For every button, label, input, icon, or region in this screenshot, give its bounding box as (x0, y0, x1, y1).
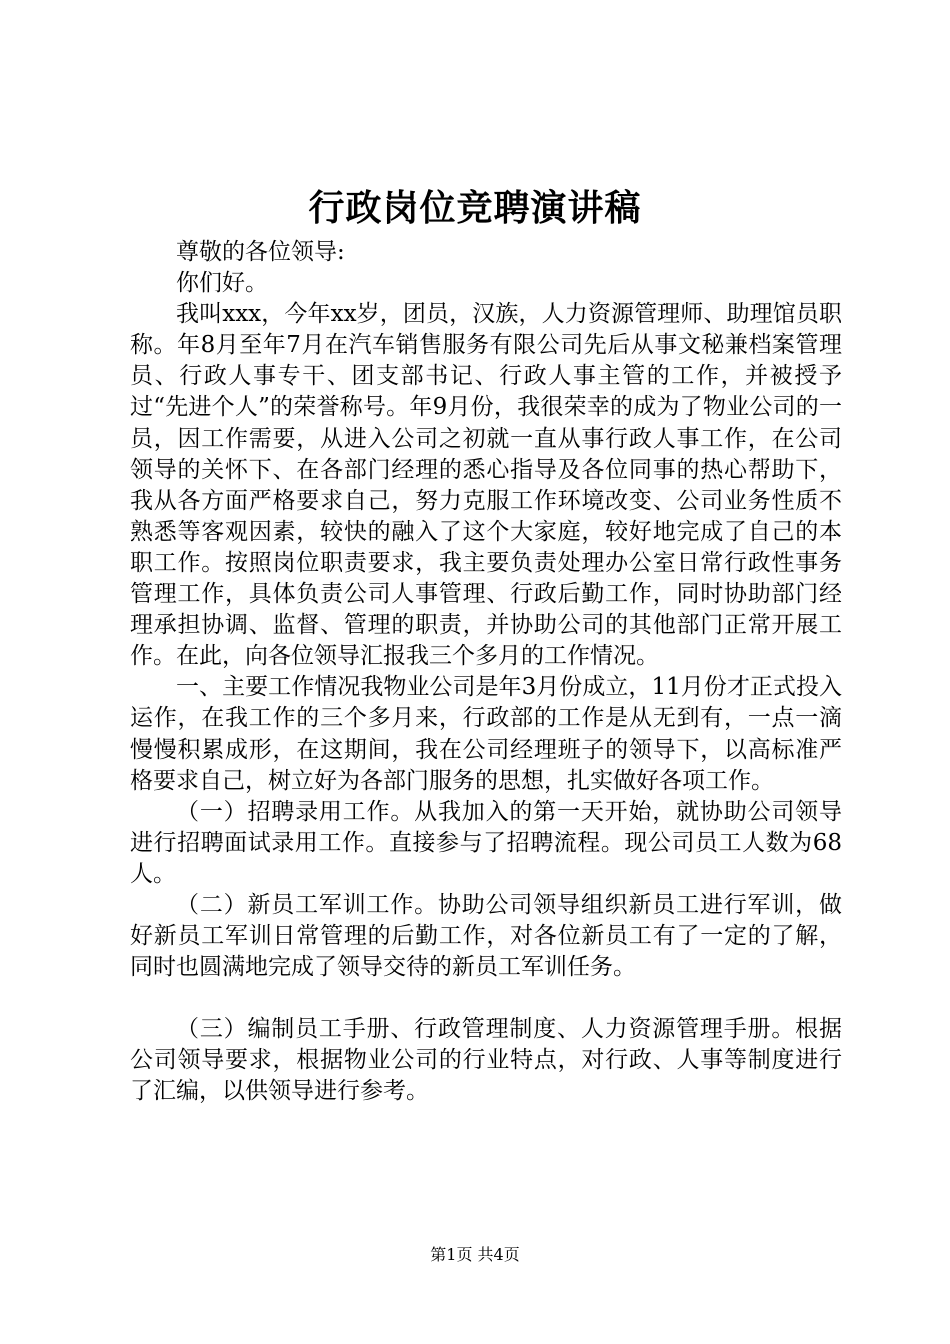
document-body (130, 237, 842, 1108)
salutation: 尊敬的各位领导: (176, 239, 345, 265)
body-paragraph-military-training: （二）新员工军训工作。协助公司领导组织新员工进行军训，做好新员工军训日常管理的后勤工作，对各位新员工有了一定的了解，同时也圆满地完成了领导交待的新员工军训任务。 (130, 891, 842, 981)
body-paragraph-introduction: 我叫xxx，今年xx岁，团员，汉族，人力资源管理师、助理馆员职称。年8月至年7月在汽车销售服务有限公司先后从事文秘兼档案管理员、行政人事专干、团支部书记、行政人事主管的工作，并被授予过“先进个人”的荣誉称号。年9月份，我很荣幸的成为了物业公司的一员，因工作需要，从进入公司之初就一直从事行政人事工作，在公司领导的关怀下、在各部门经理的悉心指导及各位同事的热心帮助下，我从各方面严格要求自己，努力克服工作环境改变、公司业务性质不熟悉等客观因素，较快的融入了这个大家庭，较好地完成了自己的本职工作。按照岗位职责要求，我主要负责处理办公室日常行政性事务管理工作，具体负责公司人事管理、行政后勤工作，同时协助部门经理承担协调、监督、管理的职责，并协助公司的其他部门正常开展工作。在此，向各位领导汇报我三个多月的工作情况。 (130, 301, 842, 670)
body-paragraph-main-work: 一、主要工作情况我物业公司是年3月份成立，11月份才正式投入运作，在我工作的三个多月来，行政部的工作是从无到有，一点一滴慢慢积累成形，在这期间，我在公司经理班子的领导下，以高标准严格要求自己，树立好为各部门服务的思想，扎实做好各项工作。 (130, 674, 842, 794)
body-paragraph-handbook: （三）编制员工手册、行政管理制度、人力资源管理手册。根据公司领导要求，根据物业公司的行业特点，对行政、人事等制度进行了汇编，以供领导进行参考。 (130, 1016, 842, 1105)
page-number-footer: 第1页 共4页 (430, 1245, 520, 1264)
greeting: 你们好。 (176, 270, 268, 297)
body-paragraph-recruitment: （一）招聘录用工作。从我加入的第一天开始，就协助公司领导进行招聘面试录用工作。直接参与了招聘流程。现公司员工人数为68人。 (130, 798, 842, 887)
document-title: 行政岗位竞聘演讲稿 (308, 187, 642, 229)
